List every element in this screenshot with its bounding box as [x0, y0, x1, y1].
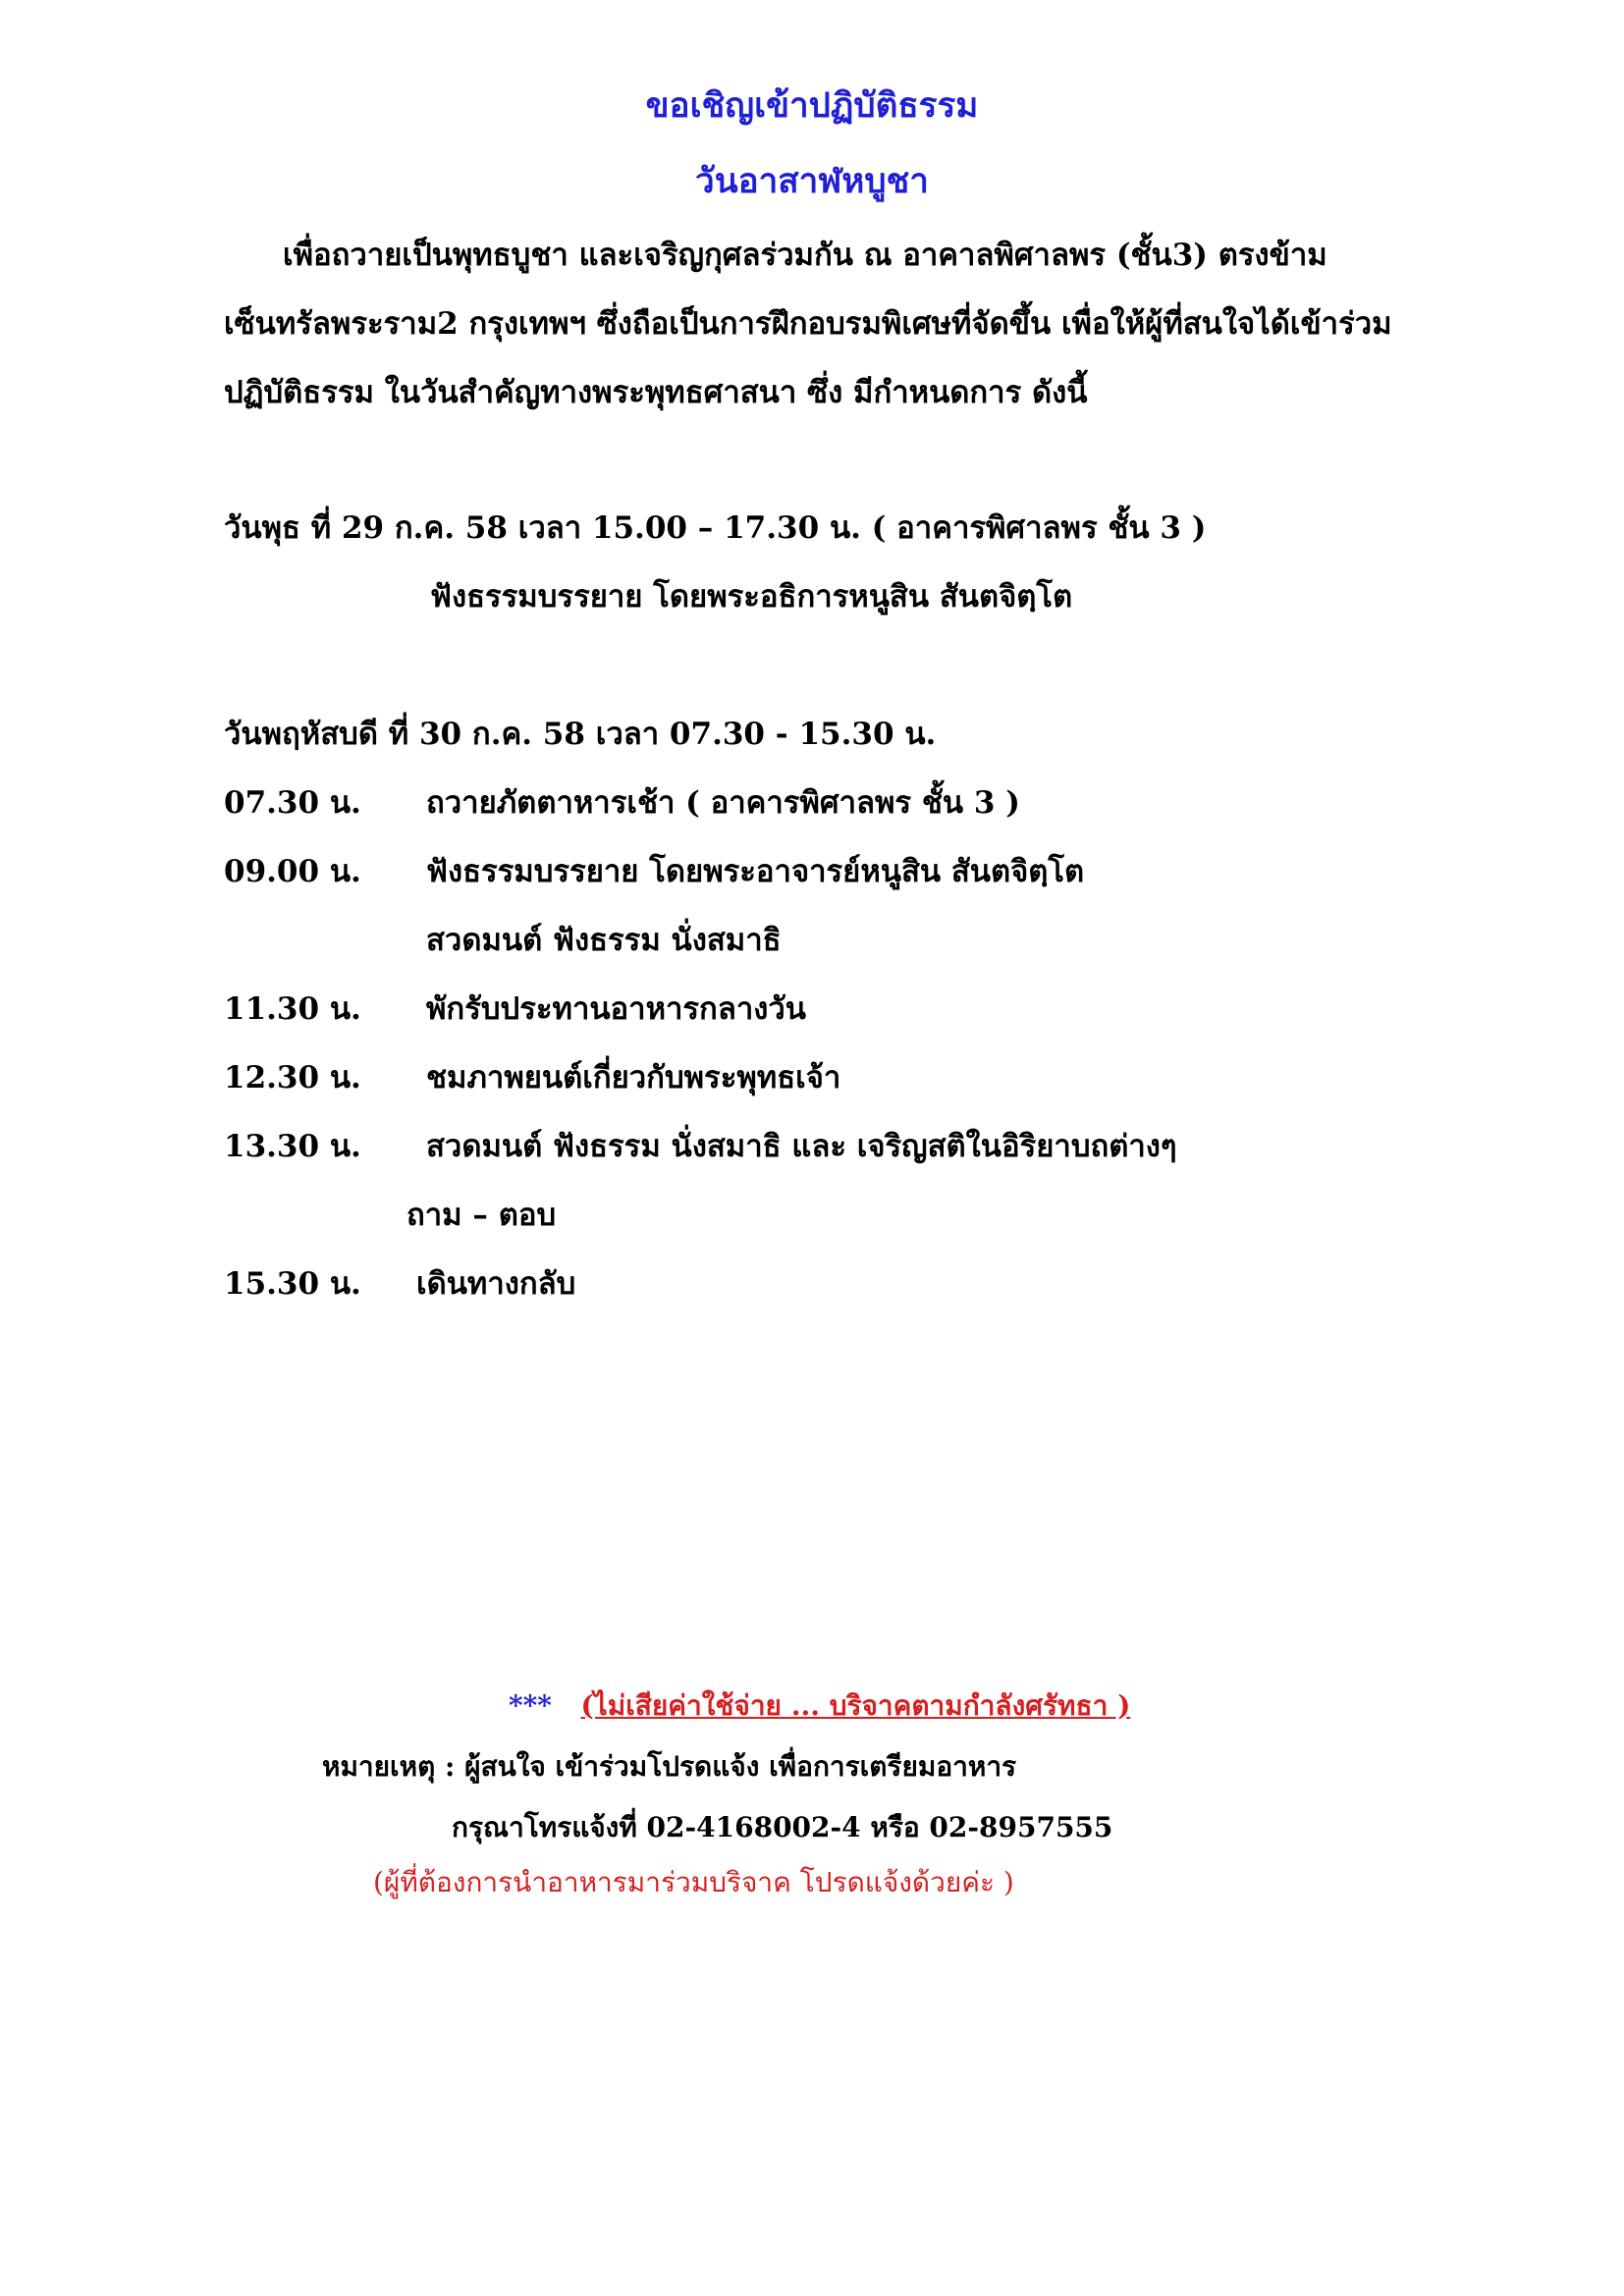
intro-line-1: เพื่อถวายเป็นพุทธบูชา และเจริญกุศลร่วมกัน ณ อาคาลพิศาลพร (ชั้น3) ตรงข้าม [283, 238, 1327, 273]
schedule-activity: พักรับประทานอาหารกลางวัน [426, 991, 806, 1027]
intro-line-2: เซ็นทรัลพระราม2 กรุงเทพฯ ซึ่งถือเป็นการฝึกอบรมพิเศษที่จัดขึ้น เพื่อให้ผู้ที่สนใจได้เข้าร่วม [224, 306, 1392, 342]
notice-free-text: (ไม่เสียค่าใช้จ่าย ... บริจาคตามกำลังศรัทธา ) [580, 1689, 1131, 1722]
schedule-activity: สวดมนต์ ฟังธรรม นั่งสมาธิ [426, 923, 782, 958]
schedule-activity: ชมภาพยนต์เกี่ยวกับพระพุทธเจ้า [426, 1060, 841, 1095]
intro-line-3: ปฏิบัติธรรม ในวันสำคัญทางพระพุทธศาสนา ซึ่ง มีกำหนดการ ดังนี้ [224, 375, 1088, 410]
schedule-activity: ถวายภัตตาหารเช้า ( อาคารพิศาลพร ชั้น 3 ) [426, 785, 1020, 821]
schedule-activity: เดินทางกลับ [416, 1266, 576, 1302]
notice-free [509, 1686, 1130, 1726]
notice-stars: *** [509, 1689, 552, 1722]
schedule-time: 07.30 น. [224, 785, 361, 821]
schedule-time: 13.30 น. [224, 1129, 361, 1164]
schedule-time: 12.30 น. [224, 1060, 361, 1095]
day1-detail: ฟังธรรมบรรยาย โดยพระอธิการหนูสิน สันตจิตฺโต [430, 579, 1073, 614]
schedule-row [224, 783, 361, 823]
title-line-2: วันอาสาฬหบูชา [695, 161, 929, 201]
title-line-1: ขอเชิญเข้าปฏิบัติธรรม [645, 85, 979, 126]
page-subtitle [0, 162, 1624, 201]
schedule-row [224, 1058, 361, 1097]
schedule-time: 15.30 น. [224, 1266, 361, 1302]
schedule-activity: ถาม – ตอบ [406, 1198, 557, 1233]
schedule-row [224, 1127, 361, 1166]
schedule-time: 09.00 น. [224, 854, 361, 889]
schedule-activity: ฟังธรรมบรรยาย โดยพระอาจารย์หนูสิน สันตจิตฺโต [426, 854, 1085, 889]
schedule-row [224, 852, 361, 891]
schedule-activity: สวดมนต์ ฟังธรรม นั่งสมาธิ และ เจริญสติในอิริยาบถต่างๆ [426, 1129, 1177, 1164]
schedule-row [224, 989, 361, 1029]
schedule-time: 11.30 น. [224, 991, 361, 1027]
notice-donate: (ผู้ที่ต้องการนำอาหารมาร่วมบริจาค โปรดแจ้งด้วยค่ะ ) [373, 1866, 1014, 1898]
notice-phone: กรุณาโทรแจ้งที่ 02-4168002-4 หรือ 02-8957555 [452, 1811, 1113, 1843]
schedule-row [224, 1264, 361, 1304]
day1-heading: วันพุธ ที่ 29 ก.ค. 58 เวลา 15.00 – 17.30 น. ( อาคารพิศาลพร ชั้น 3 ) [224, 510, 1207, 546]
day2-heading: วันพฤหัสบดี ที่ 30 ก.ค. 58 เวลา 07.30 - 15.30 น. [224, 717, 937, 752]
notice-remark: หมายเหตุ : ผู้สนใจ เข้าร่วมโปรดแจ้ง เพื่อการเตรียมอาหาร [322, 1750, 1017, 1783]
page-title [0, 86, 1624, 126]
